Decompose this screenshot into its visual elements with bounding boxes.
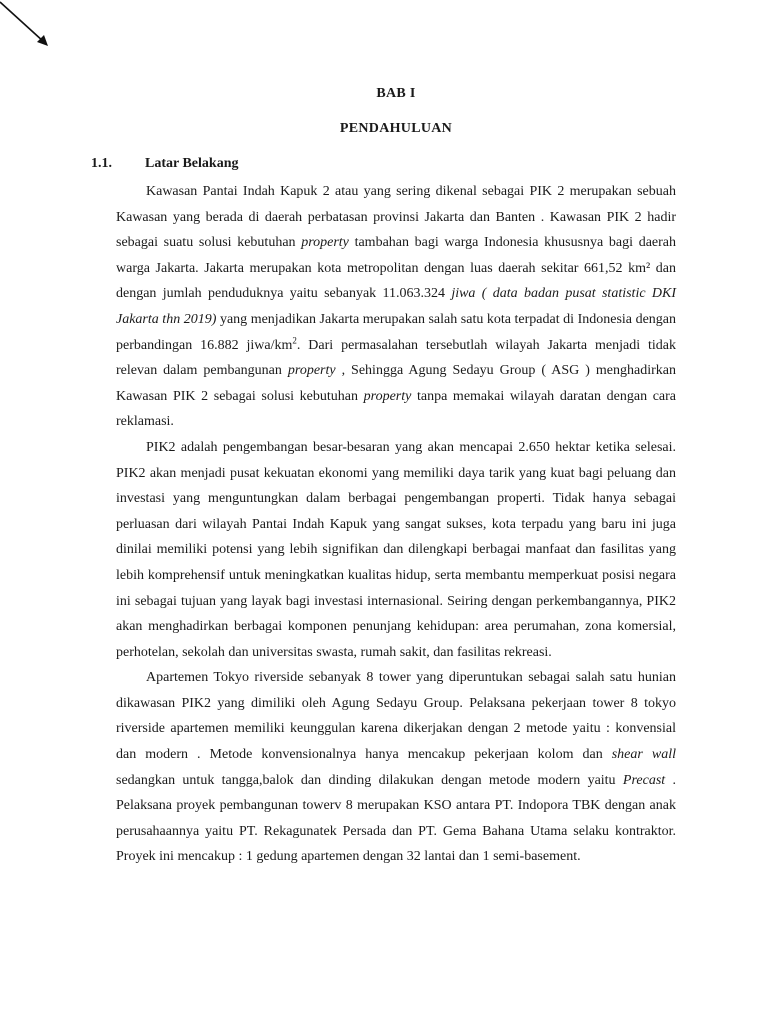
diagonal-arrow-icon [0, 0, 60, 60]
italic-term: property [301, 235, 349, 251]
section-title: Latar Belakang [145, 156, 239, 171]
body-text [116, 179, 676, 870]
italic-term: property [287, 363, 336, 379]
italic-term: jiwa ( data badan pusat statistic DKI Jakarta thn 2019) [116, 286, 676, 327]
superscript: 2 [292, 334, 297, 345]
italic-term: shear wall [611, 747, 676, 763]
text-run: sedangkan untuk tangga,balok dan dinding dilakukan dengan metode modern yaitu [116, 772, 623, 788]
text-run: PIK2 adalah pengembangan besar-besaran yang akan mencapai 2.650 hektar ketika selesai. PIK2 akan menjadi pusat kekuatan ekonomi yang memiliki daya tarik yang kuat bagi peluang dan investasi yang menguntungkan dalam berbagai pengembangan properti. Tidak hanya sebagai perluasan dari wilayah Pantai Indah Kapuk yang sangat sukses, kota terpadu yang baru ini juga dinilai memiliki potensi yang lebih signifikan dan dilengkapi berbagai manfaat dan fasilitas yang lebih komprehensif untuk meningkatkan kualitas hidup, serta membantu memperkuat posisi negara ini sebagai tujuan yang layak bagi investasi internasional. Seiring dengan perkembangannya, PIK2 akan menghadirkan berbagai komponen penunjang kehidupan: area perumahan, zona komersial, perhotelan, sekolah dan universitas swasta, rumah sakit, dan fasilitas rekreasi. [116, 439, 676, 660]
chapter-heading: BAB I [376, 86, 416, 101]
text-run: yang menjadikan Jakarta merupakan salah satu kota terpadat di Indonesia dengan perbandingan 16.882 jiwa/km [116, 311, 676, 353]
section-number: 1.1. [91, 156, 112, 171]
text-run: Kawasan Pantai Indah Kapuk 2 atau yang sering dikenal sebagai PIK 2 merupakan sebuah Kawasan yang berada di daerah perbatasan provinsi Jakarta dan Banten . Kawasan PIK 2 hadir sebagai suatu solusi kebutuhan [116, 184, 676, 251]
text-run: . Pelaksana proyek pembangunan towerv 8 merupakan KSO antara PT. Indopora TBK dengan anak perusahaannya yaitu PT. Rekagunatek Persada dan PT. Gema Bahana Utama selaku kontraktor. Proyek ini mencakup : 1 gedung apartemen dengan 32 lantai dan 1 semi-basement. [116, 772, 676, 865]
paragraph [116, 665, 676, 870]
text-run: tambahan bagi warga Indonesia khususnya bagi daerah warga Jakarta. Jakarta merupakan kota metropolitan dengan luas daerah sekitar 661,52 km² dan dengan jumlah penduduknya yaitu sebanyak 11.063.324 [116, 235, 676, 302]
text-run: . Dari permasalahan tersebutlah wilayah Jakarta menjadi tidak relevan dalam pembangunan [116, 337, 677, 379]
section-heading [91, 156, 238, 172]
text-run: Apartemen Tokyo riverside sebanyak 8 tower yang diperuntukan sebagai salah satu hunian dikawasan PIK2 yang dimiliki oleh Agung Sedayu Group. Pelaksana pekerjaan tower 8 tokyo riverside apartemen memiliki keunggulan karena dikerjakan dengan 2 metode yaitu : konvensial dan modern . Metode konvensionalnya hanya mencakup pekerjaan kolom dan [116, 670, 676, 763]
italic-term: property [363, 388, 412, 404]
text-run: tanpa memakai wilayah daratan dengan cara reklamasi. [116, 388, 677, 430]
chapter-title: PENDAHULUAN [339, 121, 453, 136]
paragraph [116, 179, 676, 435]
italic-term: Precast [622, 772, 666, 788]
paragraph [116, 435, 676, 665]
text-run: , Sehingga Agung Sedayu Group ( ASG ) menghadirkan Kawasan PIK 2 sebagai solusi kebutuhan [116, 363, 676, 404]
